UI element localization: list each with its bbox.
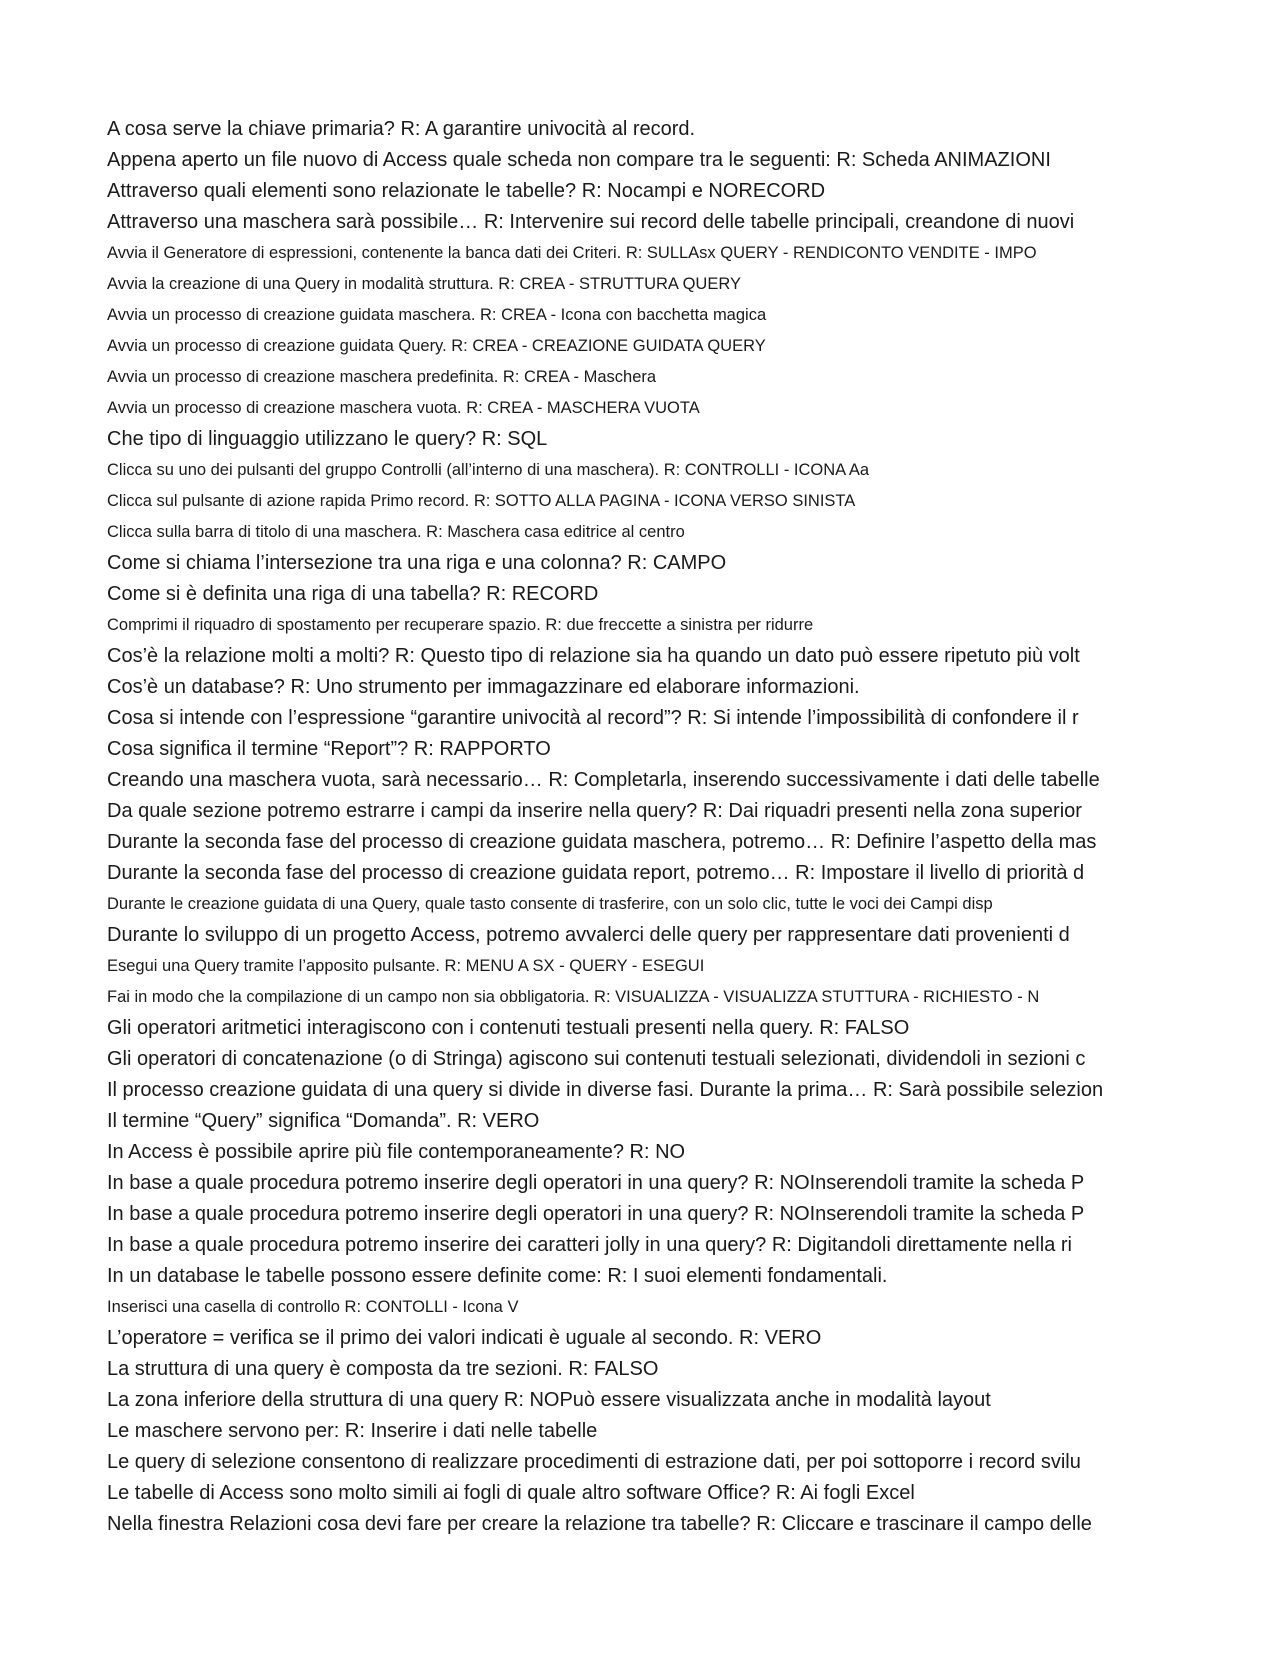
qa-line: Avvia un processo di creazione guidata maschera. R: CREA - Icona con bacchetta magica <box>107 306 767 324</box>
qa-line: Gli operatori aritmetici interagiscono con i contenuti testuali presenti nella query. R: FALSO <box>107 1017 910 1039</box>
qa-line: Durante le creazione guidata di una Query, quale tasto consente di trasferire, con un solo clic, tutte le voci dei Campi disp <box>107 895 993 913</box>
qa-line: Esegui una Query tramite l’apposito pulsante. R: MENU A SX - QUERY - ESEGUI <box>107 957 705 975</box>
qa-line: Gli operatori di concatenazione (o di Stringa) agiscono sui contenuti testuali selezionati, dividendoli in sezioni c <box>107 1048 1086 1070</box>
qa-line: Avvia un processo di creazione guidata Query. R: CREA - CREAZIONE GUIDATA QUERY <box>107 337 766 355</box>
qa-line: Avvia un processo di creazione maschera predefinita. R: CREA - Maschera <box>107 368 657 386</box>
qa-line: Clicca sul pulsante di azione rapida Primo record. R: SOTTO ALLA PAGINA - ICONA VERSO SINISTA <box>107 492 856 510</box>
qa-line: Attraverso una maschera sarà possibile… R: Intervenire sui record delle tabelle principali, creandone di nuovi <box>107 211 1075 233</box>
qa-line: Clicca sulla barra di titolo di una maschera. R: Maschera casa editrice al centro <box>107 523 685 541</box>
qa-line: La struttura di una query è composta da tre sezioni. R: FALSO <box>107 1358 659 1380</box>
qa-line: A cosa serve la chiave primaria? R: A garantire univocità al record. <box>107 118 696 140</box>
qa-line: Durante lo sviluppo di un progetto Access, potremo avvalerci delle query per rappresentare dati provenienti d <box>107 924 1070 946</box>
qa-line: In base a quale procedura potremo inserire degli operatori in una query? R: NOInserendoli tramite la scheda P <box>107 1172 1085 1194</box>
qa-line: Cosa significa il termine “Report”? R: RAPPORTO <box>107 738 551 760</box>
qa-line: In base a quale procedura potremo inserire degli operatori in una query? R: NOInserendoli tramite la scheda P <box>107 1203 1085 1225</box>
qa-line: Cos’è un database? R: Uno strumento per immagazzinare ed elaborare informazioni. <box>107 676 860 698</box>
qa-line: Appena aperto un file nuovo di Access quale scheda non compare tra le seguenti: R: Scheda ANIMAZIONI <box>107 149 1051 171</box>
qa-line: Cosa si intende con l’espressione “garantire univocità al record”? R: Si intende l’impossibilità di confondere il r <box>107 707 1079 729</box>
qa-line: La zona inferiore della struttura di una query R: NOPuò essere visualizzata anche in modalità layout <box>107 1389 991 1411</box>
qa-line: Il processo creazione guidata di una query si divide in diverse fasi. Durante la prima… R: Sarà possibile selezion <box>107 1079 1104 1101</box>
qa-line: Come si chiama l’intersezione tra una riga e una colonna? R: CAMPO <box>107 552 727 574</box>
qa-line: Cos’è la relazione molti a molti? R: Questo tipo di relazione sia ha quando un dato può essere ripetuto più volt <box>107 645 1080 667</box>
qa-line: Come si è definita una riga di una tabella? R: RECORD <box>107 583 599 605</box>
qa-line: Avvia la creazione di una Query in modalità struttura. R: CREA - STRUTTURA QUERY <box>107 275 741 293</box>
qa-line: Avvia il Generatore di espressioni, contenente la banca dati dei Criteri. R: SULLAsx QUERY - RENDICONTO VENDITE - IMPO <box>107 244 1037 262</box>
qa-line: Che tipo di linguaggio utilizzano le query? R: SQL <box>107 428 548 450</box>
qa-line: Le maschere servono per: R: Inserire i dati nelle tabelle <box>107 1420 598 1442</box>
qa-list <box>107 114 1133 1540</box>
qa-line: L’operatore = verifica se il primo dei valori indicati è uguale al secondo. R: VERO <box>107 1327 822 1349</box>
qa-line: Il termine “Query” significa “Domanda”. R: VERO <box>107 1110 540 1132</box>
qa-line: Durante la seconda fase del processo di creazione guidata maschera, potremo… R: Definire l’aspetto della mas <box>107 831 1097 853</box>
qa-line: In Access è possibile aprire più file contemporaneamente? R: NO <box>107 1141 686 1163</box>
qa-line: Le query di selezione consentono di realizzare procedimenti di estrazione dati, per poi sottoporre i record svilu <box>107 1451 1081 1473</box>
qa-line: Nella finestra Relazioni cosa devi fare per creare la relazione tra tabelle? R: Cliccare e trascinare il campo delle <box>107 1513 1092 1535</box>
qa-line: Creando una maschera vuota, sarà necessario… R: Completarla, inserendo successivamente i dati delle tabelle <box>107 769 1100 791</box>
qa-line: Avvia un processo di creazione maschera vuota. R: CREA - MASCHERA VUOTA <box>107 399 700 417</box>
qa-line: Fai in modo che la compilazione di un campo non sia obbligatoria. R: VISUALIZZA - VISUALIZZA STUTTURA - RICHIESTO - N <box>107 988 1040 1006</box>
qa-line: In base a quale procedura potremo inserire dei caratteri jolly in una query? R: Digitandoli direttamente nella ri <box>107 1234 1072 1256</box>
qa-line: Comprimi il riquadro di spostamento per recuperare spazio. R: due freccette a sinistra per ridurre <box>107 616 814 634</box>
qa-line: In un database le tabelle possono essere definite come: R: I suoi elementi fondamentali. <box>107 1265 888 1287</box>
qa-line: Durante la seconda fase del processo di creazione guidata report, potremo… R: Impostare il livello di priorità d <box>107 862 1085 884</box>
qa-line: Le tabelle di Access sono molto simili ai fogli di quale altro software Office? R: Ai fogli Excel <box>107 1482 915 1504</box>
qa-line: Clicca su uno dei pulsanti del gruppo Controlli (all’interno di una maschera). R: CONTROLLI - ICONA Aa <box>107 461 870 479</box>
qa-line: Inserisci una casella di controllo R: CONTOLLI - Icona V <box>107 1298 519 1316</box>
qa-line: Attraverso quali elementi sono relazionate le tabelle? R: Nocampi e NORECORD <box>107 180 826 202</box>
qa-line: Da quale sezione potremo estrarre i campi da inserire nella query? R: Dai riquadri presenti nella zona superior <box>107 800 1082 822</box>
